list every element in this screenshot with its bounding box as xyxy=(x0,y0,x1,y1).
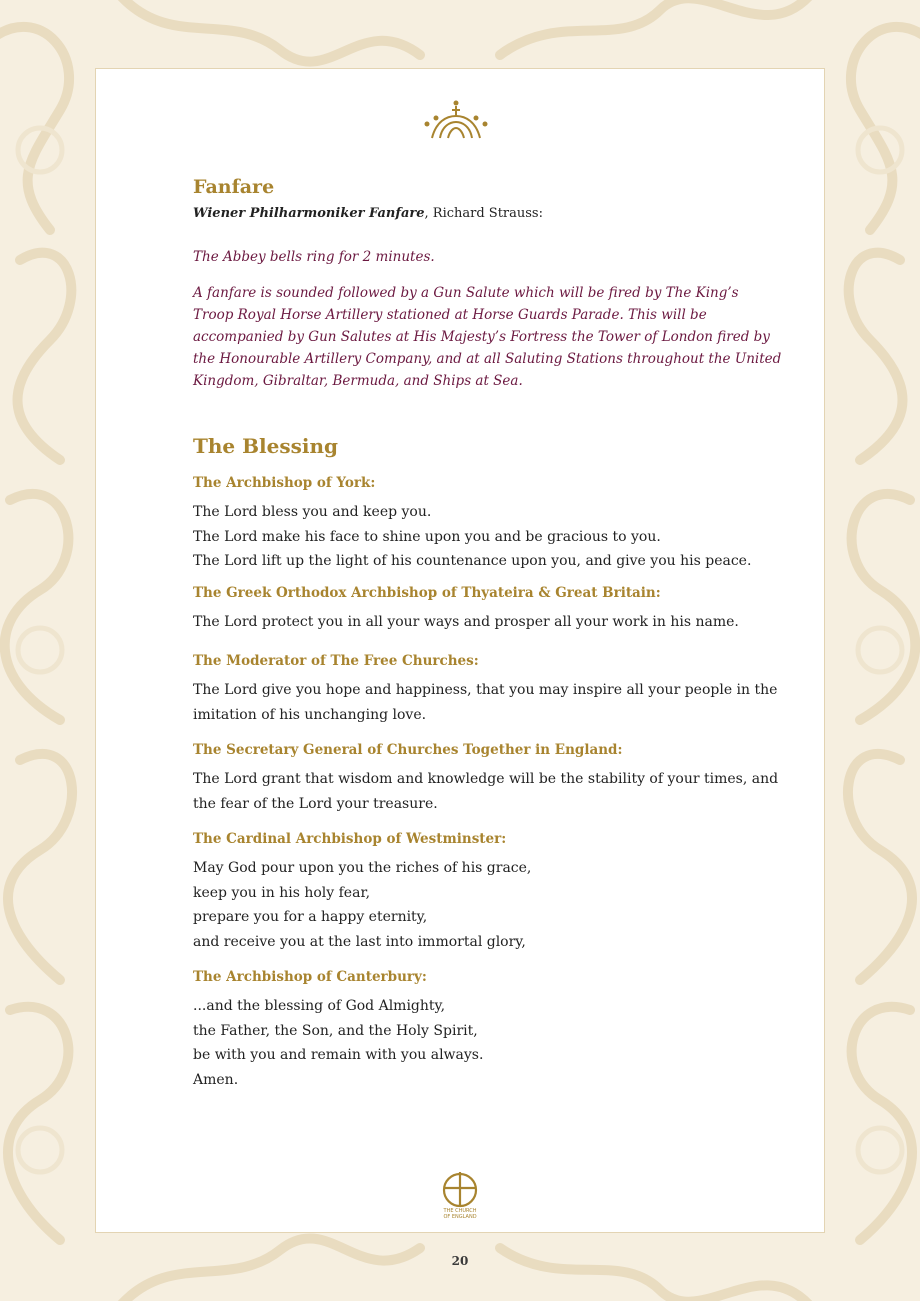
blessing-line: be with you and remain with you always. xyxy=(193,1047,484,1063)
blessing-line: The Lord grant that wisdom and knowledge will be the stability of your times, and the fear of the Lord your treasure. xyxy=(193,771,779,812)
music-composer: , Richard Strauss: xyxy=(424,206,543,221)
speaker-free-churches: The Moderator of The Free Churches: xyxy=(193,653,479,669)
blessing-text-york xyxy=(193,500,783,574)
crown-icon xyxy=(422,98,490,142)
logo-text-line: THE CHURCH xyxy=(443,1208,477,1214)
blessing-text-greek-orthodox xyxy=(193,610,783,635)
page-content xyxy=(193,174,783,1092)
blessing-line: the Father, the Son, and the Holy Spirit, xyxy=(193,1022,478,1039)
speaker-cardinal-westminster: The Cardinal Archbishop of Westminster: xyxy=(193,831,507,847)
blessing-line: and receive you at the last into immortal glory, xyxy=(193,933,526,950)
blessing-line: May God pour upon you the riches of his grace, xyxy=(193,860,532,876)
music-title: Wiener Philharmoniker Fanfare xyxy=(193,206,425,221)
fanfare-heading: Fanfare xyxy=(193,176,275,198)
page-number: 20 xyxy=(451,1254,469,1268)
speaker-archbishop-york: The Archbishop of York: xyxy=(193,475,376,491)
speaker-churches-together: The Secretary General of Churches Together in England: xyxy=(193,742,623,758)
blessing-text-canterbury xyxy=(193,994,783,1092)
logo-text-line: OF ENGLAND xyxy=(443,1214,477,1220)
blessing-line: keep you in his holy fear, xyxy=(193,884,371,901)
blessing-text-free-churches xyxy=(193,678,783,727)
blessing-line: The Lord give you hope and happiness, that you may inspire all your people in the imitation of his unchanging love. xyxy=(193,682,778,723)
blessing-line: The Lord protect you in all your ways and prosper all your work in his name. xyxy=(193,613,739,630)
blessing-text-churches-together xyxy=(193,767,783,816)
rubric-bells: The Abbey bells ring for 2 minutes. xyxy=(193,249,435,265)
music-credit xyxy=(193,204,783,224)
speaker-greek-orthodox: The Greek Orthodox Archbishop of Thyateira & Great Britain: xyxy=(193,584,661,601)
blessing-line: prepare you for a happy eternity, xyxy=(193,909,428,925)
blessing-line: The Lord lift up the light of his countenance upon you, and give you his peace. xyxy=(193,553,752,569)
church-of-england-logo-text xyxy=(430,1208,490,1220)
rubric-gun-salute: A fanfare is sounded followed by a Gun Salute which will be fired by The King’s Troop Royal Horse Artillery stationed at Horse Guards Parade. This will be accompanied by Gun Salutes at His Majesty’s Fortress the Tower of London fired by the Honourable Artillery Company, and at all Saluting Stations throughout the United Kingdom, Gibraltar, Bermuda, and Ships at Sea. xyxy=(193,285,782,389)
blessing-line: The Lord make his face to shine upon you and be gracious to you. xyxy=(193,528,661,545)
blessing-text-westminster xyxy=(193,856,783,954)
blessing-line: ...and the blessing of God Almighty, xyxy=(193,998,446,1014)
blessing-line: Amen. xyxy=(193,1071,239,1088)
blessing-heading: The Blessing xyxy=(193,434,338,458)
speaker-archbishop-canterbury: The Archbishop of Canterbury: xyxy=(193,969,427,985)
blessing-line: The Lord bless you and keep you. xyxy=(193,504,432,520)
